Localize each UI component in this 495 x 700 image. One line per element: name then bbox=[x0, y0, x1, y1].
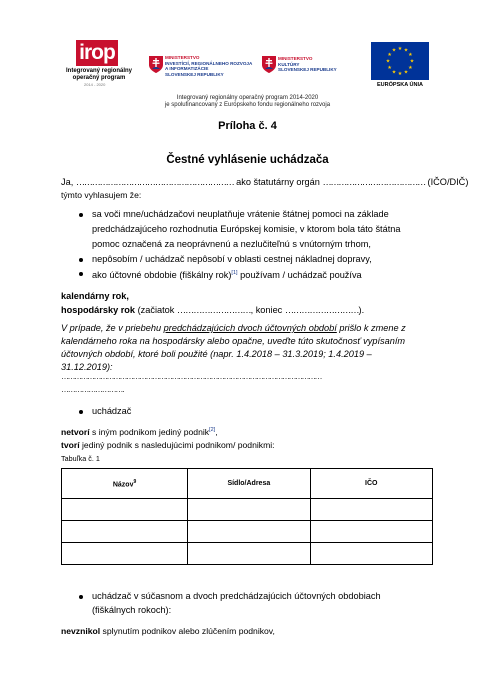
table-header-address: Sídlo/Adresa bbox=[188, 469, 310, 499]
svg-text:★: ★ bbox=[403, 69, 409, 76]
bullet-dot bbox=[79, 213, 83, 217]
table-cell bbox=[62, 499, 188, 521]
change-note-l2: kalendárneho roka na hospodársky alebo opačne, uveďte túto skutočnosť vypísaním bbox=[61, 336, 406, 346]
svg-text:★: ★ bbox=[397, 46, 403, 52]
bullet-dot bbox=[79, 595, 83, 599]
intro-declare: týmto vyhlasujem že: bbox=[61, 190, 142, 200]
table-row bbox=[62, 543, 433, 565]
irop-years: 2014 - 2020 bbox=[84, 82, 106, 87]
ministry-investment-label: MINISTERSTVO INVESTÍCIÍ, REGIONÁLNEHO ROZVOJA A INFORMATIZÁCIE SLOVENSKEJ REPUBLIKY bbox=[165, 55, 253, 77]
table-cell bbox=[62, 543, 188, 565]
table-cell bbox=[188, 521, 310, 543]
irop-subtitle: Integrovaný regionálny operačný program bbox=[65, 68, 132, 81]
slovak-crest-icon bbox=[262, 56, 276, 73]
not-merged-line: nevznikol splynutím podnikov alebo zlúčením podnikov, bbox=[61, 626, 275, 636]
not-forming-line: netvorí s iným podnikom jediný podnik[2], bbox=[61, 426, 218, 437]
change-note-l4: 31.12.2019): bbox=[61, 362, 113, 372]
eu-flag-icon bbox=[371, 42, 429, 80]
applicant-bullet: uchádzač bbox=[92, 406, 132, 416]
table-row bbox=[62, 499, 433, 521]
last-bullet-l1: uchádzač v súčasnom a dvoch predchádzajúcich účtovných obdobiach bbox=[92, 591, 381, 601]
bullet-dot bbox=[79, 410, 83, 414]
funding-note-line2: je spolufinancovaný z Európskeho fondu regionálneho rozvoja bbox=[164, 102, 331, 108]
bullet-fiscal-period: ako účtovné obdobie (fiškálny rok)[1] používam / uchádzač používa bbox=[92, 270, 362, 281]
table-cell bbox=[310, 521, 432, 543]
slovak-crest-icon bbox=[149, 56, 163, 73]
svg-text:★: ★ bbox=[391, 69, 397, 76]
svg-text:★: ★ bbox=[409, 58, 415, 65]
svg-text:★: ★ bbox=[391, 47, 397, 54]
bullet-state-aid-l2: predchádzajúceho rozhodnutia Európskej komisie, v ktorom bola táto štátna bbox=[92, 224, 401, 234]
svg-text:★: ★ bbox=[403, 47, 409, 54]
annex-title: Príloha č. 4 bbox=[218, 120, 277, 132]
svg-text:★: ★ bbox=[385, 58, 391, 65]
bullet-state-aid-l1: sa voči mne/uchádzačovi neuplatňuje vrátenie štátnej pomoci na základe bbox=[92, 209, 389, 219]
table-header-name: Názov$^9$ bbox=[62, 469, 188, 499]
table-cell bbox=[62, 521, 188, 543]
svg-text:★: ★ bbox=[408, 65, 413, 71]
last-bullet-l2: (fiškálnych rokoch): bbox=[92, 605, 172, 615]
table-header-ico: IČO bbox=[310, 469, 432, 499]
change-note-l3: účtovných období, ktoré boli použité (napr. 1.4.2018 – 31.3.2019; 1.4.2019 – bbox=[61, 349, 372, 359]
table-cell bbox=[188, 543, 310, 565]
intro-line: Ja, …………………………………………………… ako štatutárny orgán ………………………………… (IČO/DIČ) bbox=[61, 177, 469, 187]
bullet-transport: nepôsobím / uchádzač nepôsobí v oblasti cestnej nákladnej dopravy, bbox=[92, 254, 372, 264]
ministry-culture-label: MINISTERSTVO KULTÚRY SLOVENSKEJ REPUBLIKY bbox=[278, 56, 337, 72]
fill-dots-line2: ………………………. bbox=[61, 385, 124, 394]
table-cell bbox=[310, 499, 432, 521]
table-caption: Tabuľka č. 1 bbox=[61, 454, 100, 463]
eu-label: EURÓPSKA ÚNIA bbox=[377, 82, 423, 88]
table-cell bbox=[188, 499, 310, 521]
table-row bbox=[62, 521, 433, 543]
calendar-year-label: kalendárny rok, bbox=[61, 291, 129, 301]
table-header-row bbox=[62, 469, 433, 499]
undertakings-table bbox=[61, 468, 433, 565]
svg-text:★: ★ bbox=[408, 52, 413, 58]
bullet-dot bbox=[79, 272, 83, 276]
funding-note-line1: Integrovaný regionálny operačný program 2014-2020 bbox=[176, 95, 319, 101]
svg-text:★: ★ bbox=[397, 71, 403, 77]
svg-text:★: ★ bbox=[387, 65, 392, 71]
document-title: Čestné vyhlásenie uchádzača bbox=[166, 154, 329, 166]
irop-logo: irop bbox=[76, 40, 118, 66]
bullet-dot bbox=[79, 258, 83, 262]
change-note-l1: V prípade, že v priebehu predchádzajúcich dvoch účtovných období prišlo k zmene z bbox=[61, 323, 406, 333]
svg-text:★: ★ bbox=[387, 52, 392, 58]
table-cell bbox=[310, 543, 432, 565]
fill-dots-line1: ………………………………………………………………………………………………………… bbox=[61, 372, 321, 381]
bullet-state-aid-l3: pomoc označená za neoprávnenú a nezlučiteľnú s vnútorným trhom, bbox=[92, 239, 371, 249]
fiscal-year-line: hospodársky rok (začiatok ………………………, koniec ………………………). bbox=[61, 305, 365, 315]
forming-line: tvorí jediný podnik s nasledujúcimi podnikom/ podnikmi: bbox=[61, 440, 275, 450]
